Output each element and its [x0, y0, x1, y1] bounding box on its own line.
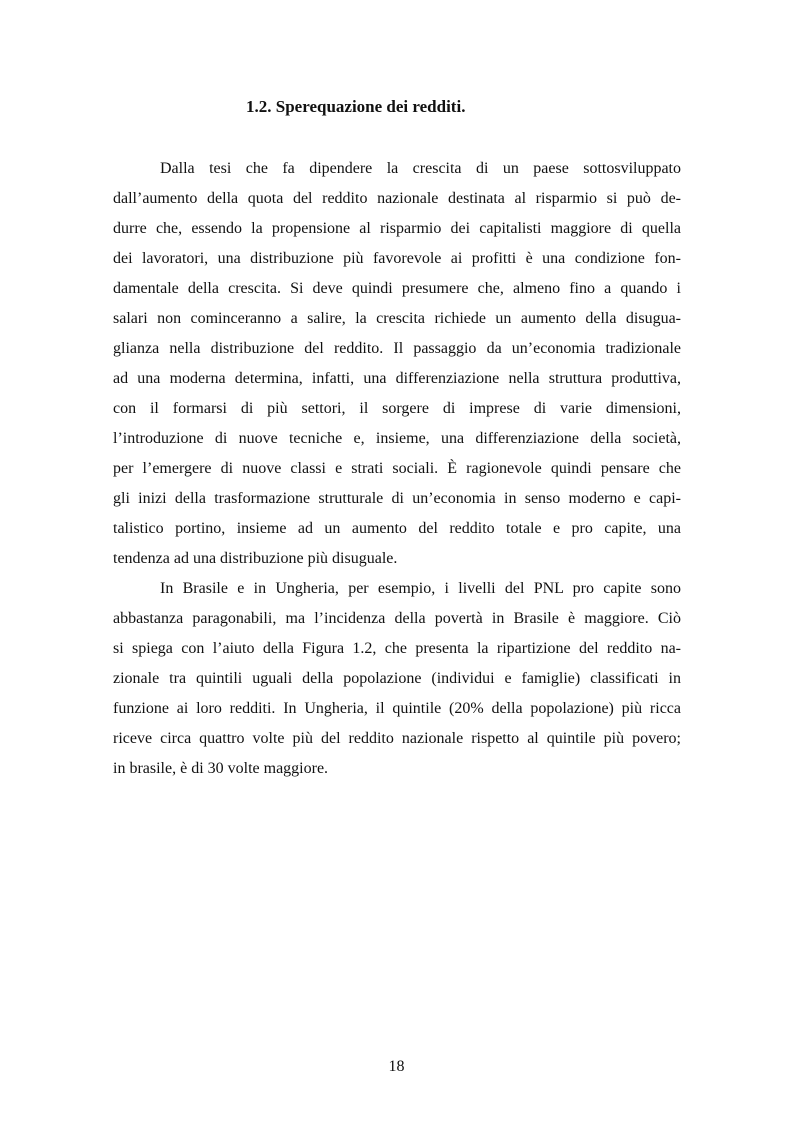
page-number: 18	[388, 1058, 405, 1075]
text-line: tendenza ad una distribuzione più disuguale.	[113, 550, 398, 567]
paragraph-2	[113, 574, 681, 784]
body-text	[113, 154, 681, 784]
text-line: in brasile, è di 30 volte maggiore.	[113, 760, 329, 777]
text-line: talistico portino, insieme ad un aumento del reddito totale e pro capite, una	[113, 520, 681, 537]
paragraph-1	[113, 154, 681, 574]
text-line: per l’emergere di nuove classi e strati sociali. È ragionevole quindi pensare che	[113, 460, 681, 477]
text-line: damentale della crescita. Si deve quindi presumere che, almeno fino a quando i	[113, 280, 681, 297]
text-line: durre che, essendo la propensione al risparmio dei capitalisti maggiore di quella	[113, 220, 681, 237]
text-line: zionale tra quintili uguali della popolazione (individui e famiglie) classificati in	[113, 670, 681, 687]
text-line: con il formarsi di più settori, il sorgere di imprese di varie dimensioni,	[113, 400, 681, 417]
text-line: l’introduzione di nuove tecniche e, insieme, una differenziazione della società,	[113, 430, 681, 447]
text-line: salari non cominceranno a salire, la crescita richiede un aumento della disugua-	[113, 310, 681, 327]
text-line: riceve circa quattro volte più del reddito nazionale rispetto al quintile più povero;	[113, 730, 681, 747]
text-line: abbastanza paragonabili, ma l’incidenza della povertà in Brasile è maggiore. Ciò	[113, 610, 681, 627]
text-line: Dalla tesi che fa dipendere la crescita di un paese sottosviluppato	[160, 160, 681, 177]
text-line: dei lavoratori, una distribuzione più favorevole ai profitti è una condizione fon-	[113, 250, 681, 267]
text-line: In Brasile e in Ungheria, per esempio, i livelli del PNL pro capite sono	[160, 580, 681, 597]
text-line: funzione ai loro redditi. In Ungheria, il quintile (20% della popolazione) più ricca	[113, 700, 681, 717]
text-line: si spiega con l’aiuto della Figura 1.2, che presenta la ripartizione del reddito na-	[113, 640, 681, 657]
text-line: gli inizi della trasformazione strutturale di un’economia in senso moderno e capi-	[113, 490, 681, 507]
text-line: dall’aumento della quota del reddito nazionale destinata al risparmio si può de-	[113, 190, 681, 207]
text-line: ad una moderna determina, infatti, una differenziazione nella struttura produttiva,	[113, 370, 681, 387]
text-line: glianza nella distribuzione del reddito. Il passaggio da un’economia tradizionale	[113, 340, 681, 357]
section-title: 1.2. Sperequazione dei redditi.	[246, 97, 466, 116]
